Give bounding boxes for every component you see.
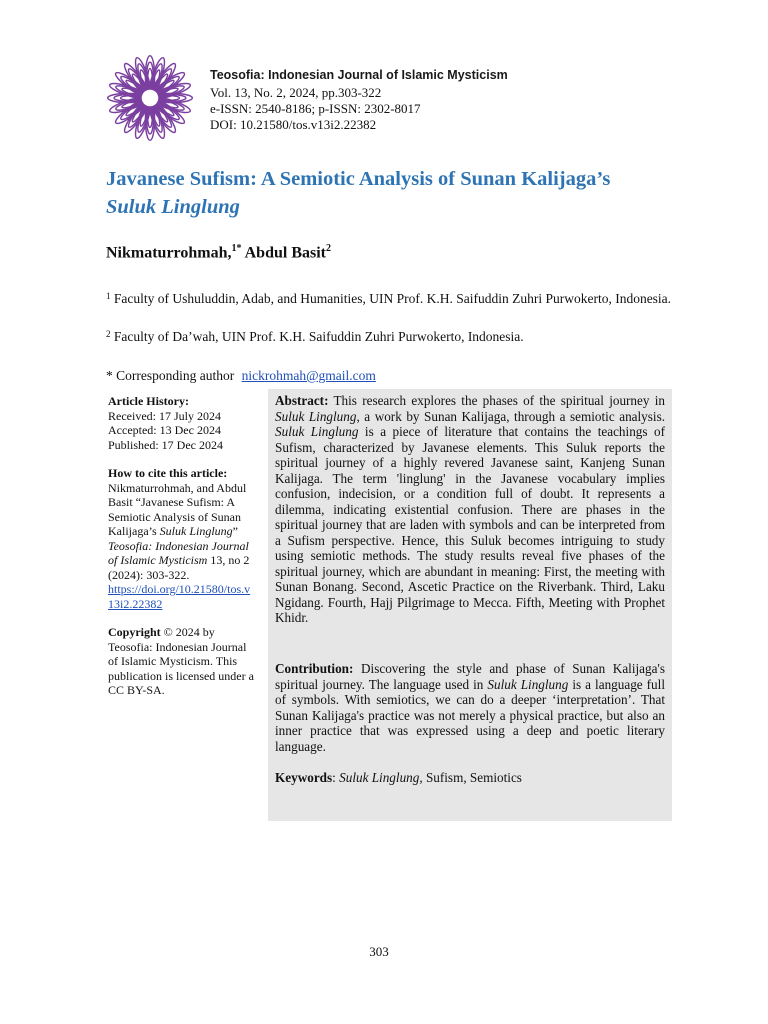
received-date: Received: 17 July 2024 <box>108 408 221 423</box>
corresponding-author <box>106 368 376 384</box>
abstract-text-2: , a work by Sunan Kalijaga, through a semiotic analysis. <box>356 408 665 424</box>
contribution-text-2: is a language full of symbols. With semiotics, we can do a deeper ‘interpretation’. That Sunan Kalijaga's practice was not merely a physical practice, but also an inner practice that was expressed using a deep and poetic literary language. <box>275 676 665 754</box>
volume-line: Vol. 13, No. 2, 2024, pp.303-322 <box>210 85 382 100</box>
affiliation-1-text: Faculty of Ushuluddin, Adab, and Humanities, UIN Prof. K.H. Saifuddin Zuhri Purwokerto, Indonesia. <box>113 291 672 306</box>
abstract-text-3: is a piece of literature that contains the teachings of Sufism, characterized by Javanese elements. This Suluk reports the spiritual journey of a highly revered Javanese saint, Kanjeng Sunan Kalijaga. The term 'linglung' in the Javanese vocabulary implies confusion, indecision, or a condition full of doubt. It represents a dilemma, indicating existential confusion. There are phases in the spiritual journey that are laden with symbols and can be interpreted from a Sufism perspective. Hence, this Suluk becomes intriguing to study using semiotic methods. The study results reveal five phases of the spiritual journey, which are abundant in meaning: First, the meeting with Sunan Bonang. Second, Ascetic Practice on the Riverbank. Third, Laku Ngidang. Fourth, Hajj Pilgrimage to Mecca. Fifth, Meeting with Prophet Khidr. <box>275 424 665 625</box>
journal-logo-mandala-icon <box>104 52 196 144</box>
keyword-1: Suluk Linglung <box>339 770 420 785</box>
abstract-italic-1: Suluk Linglung <box>275 408 357 424</box>
title-line-2: Suluk Linglung <box>106 196 240 218</box>
keywords-separator: : <box>332 770 340 785</box>
citation-journal: Teosofia: Indonesian Journal of Islamic Mysticism <box>108 538 249 567</box>
abstract-italic-2: Suluk Linglung <box>275 424 359 439</box>
keywords-rest: , Sufism, Semiotics <box>419 770 522 785</box>
citation-heading: How to cite this article: <box>108 466 228 480</box>
copyright-text: © 2024 by Teosofia: Indonesian Journal of Islamic Mysticism. This publication is licensed under a CC BY-SA. <box>108 625 254 697</box>
corresponding-email-link[interactable]: nickrohmah@gmail.com <box>241 368 376 383</box>
contribution-italic-1: Suluk Linglung <box>487 676 569 692</box>
citation-part-5: 13, no 2 (2024): 303-322. <box>108 553 250 582</box>
author-1-name: Nikmaturrohmah, <box>106 244 232 262</box>
article-title <box>106 165 706 221</box>
published-date: Published: 17 Dec 2024 <box>108 437 223 452</box>
citation-part-1: Nikmaturrohmah, and Abdul Basit “Javanese Sufism: A Semiotic Analysis of Sunan Kalijaga’s <box>108 480 247 538</box>
affiliation-1 <box>106 289 676 308</box>
affiliation-2-number: 2 <box>106 329 111 339</box>
copyright-notice <box>108 625 256 698</box>
author-2-name: Abdul Basit <box>241 244 326 262</box>
author-1-affiliation-mark: 1* <box>231 243 242 254</box>
affiliation-1-number: 1 <box>106 291 111 301</box>
author-2-affiliation-mark: 2 <box>325 243 331 254</box>
authors <box>106 243 331 262</box>
citation-part-3: ” <box>232 524 238 538</box>
abstract-text-1: This research explores the phases of the spiritual journey in <box>328 393 665 408</box>
keywords-label: Keywords <box>275 770 333 785</box>
doi-line: DOI: 10.21580/tos.v13i2.22382 <box>210 117 377 132</box>
issn-line: e-ISSN: 2540-8186; p-ISSN: 2302-8017 <box>210 101 421 116</box>
citation-doi-link[interactable]: https://doi.org/10.21580/tos.v13i2.22382 <box>108 582 251 611</box>
title-line-1: Javanese Sufism: A Semiotic Analysis of Sunan Kalijaga’s <box>106 168 611 190</box>
abstract-box <box>268 389 672 821</box>
citation-text <box>108 481 256 583</box>
contribution-label: Contribution: <box>275 661 354 676</box>
page-number: 303 <box>369 944 389 959</box>
abstract-label: Abstract: <box>275 393 329 408</box>
journal-name: Teosofia: Indonesian Journal of Islamic Mysticism <box>210 68 508 82</box>
corresponding-author-label: * Corresponding author <box>106 368 235 383</box>
accepted-date: Accepted: 13 Dec 2024 <box>108 423 221 437</box>
abstract-paragraph <box>275 393 665 626</box>
copyright-label: Copyright <box>108 625 161 639</box>
affiliation-2-text: Faculty of Da’wah, UIN Prof. K.H. Saifuddin Zuhri Purwokerto, Indonesia. <box>113 329 524 344</box>
affiliation-2 <box>106 327 676 346</box>
article-history-heading: Article History: <box>108 394 189 408</box>
contribution-paragraph <box>275 661 665 754</box>
keywords-line <box>275 770 665 786</box>
article-info-column <box>108 394 256 698</box>
citation-part-2: Suluk Linglung <box>159 524 233 538</box>
contribution-text-1: Discovering the style and phase of Sunan Kalijaga's spiritual journey. The language used in <box>275 661 665 692</box>
